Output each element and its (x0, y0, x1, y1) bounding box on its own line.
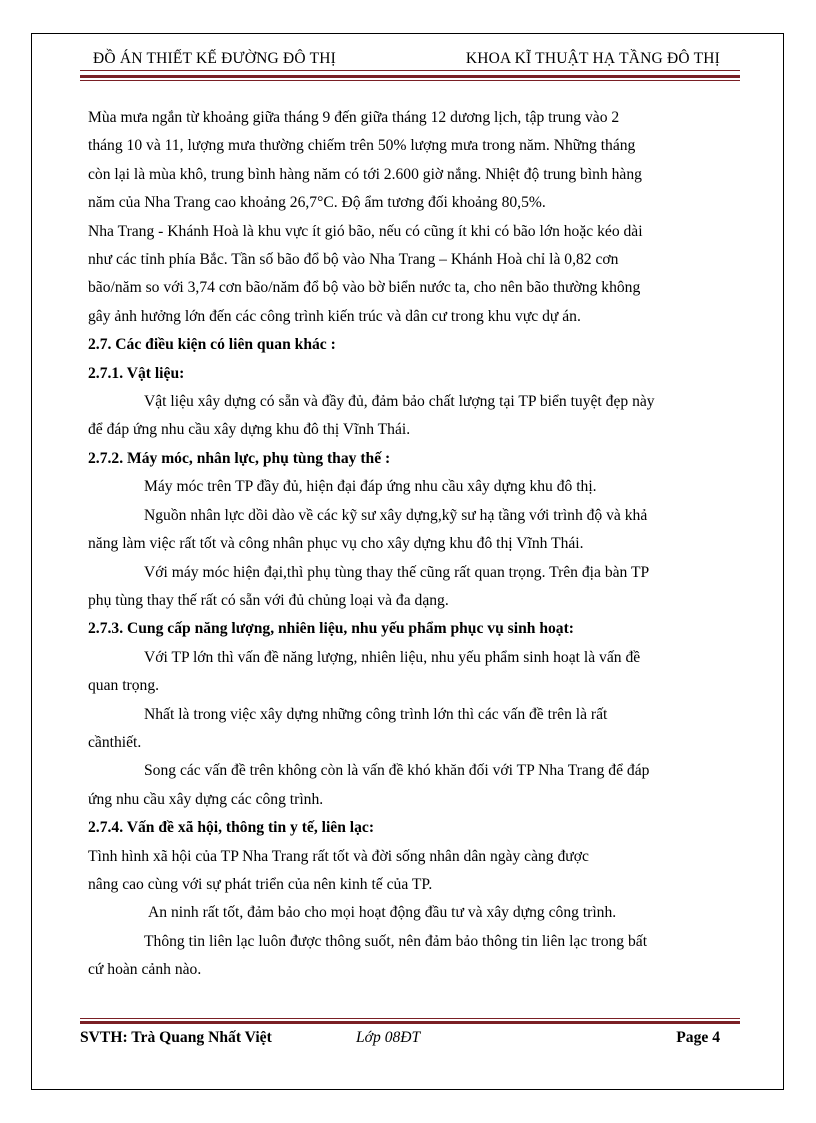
body-line: như các tỉnh phía Bắc. Tần số bão đổ bộ vào Nha Trang – Khánh Hoà chỉ là 0,82 cơn (88, 251, 619, 269)
header-rule (80, 75, 740, 81)
document-body (88, 104, 728, 985)
footer-rule (80, 1018, 740, 1024)
body-line: Song các vấn đề trên không còn là vấn đề khó khăn đối với TP Nha Trang để đáp (144, 762, 650, 780)
header-left-title: ĐỒ ÁN THIẾT KẾ ĐƯỜNG ĐÔ THỊ (93, 50, 337, 67)
body-line: nâng cao cùng với sự phát triển của nên kinh tế của TP. (88, 875, 433, 893)
page-header (80, 50, 720, 72)
body-line: Thông tin liên lạc luôn được thông suốt, nên đảm bảo thông tin liên lạc trong bất (144, 932, 648, 950)
body-line: ứng nhu cầu xây dựng các công trình. (88, 790, 324, 808)
body-line: gây ảnh hưởng lớn đến các công trình kiến trúc và dân cư trong khu vực dự án. (88, 307, 581, 325)
subsection-heading: 2.7.3. Cung cấp năng lượng, nhiên liệu, nhu yếu phẩm phục vụ sinh hoạt: (88, 620, 574, 638)
page-footer (80, 1029, 720, 1051)
body-line: năm của Nha Trang cao khoảng 26,7°C. Độ ẩm tương đối khoảng 80,5%. (88, 194, 546, 212)
body-line: An ninh rất tốt, đảm bảo cho mọi hoạt động đầu tư và xây dựng công trình. (148, 904, 617, 922)
body-line: phụ tùng thay thế rất có sẵn với đủ chủng loại và đa dạng. (88, 591, 449, 609)
body-line: bão/năm so với 3,74 cơn bão/năm đổ bộ vào bờ biển nước ta, cho nên bão thường không (88, 279, 641, 297)
page-number: Page 4 (676, 1029, 720, 1046)
body-line: Tình hình xã hội của TP Nha Trang rất tốt và đời sống nhân dân ngày càng được (88, 847, 589, 865)
body-line: Với máy móc hiện đại,thì phụ tùng thay thế cũng rất quan trọng. Trên địa bàn TP (144, 563, 650, 581)
body-line: cầnthiết. (88, 733, 142, 751)
footer-student: SVTH: Trà Quang Nhất Việt (80, 1029, 272, 1046)
body-line: cứ hoàn cảnh nào. (88, 961, 202, 979)
body-line: Nguồn nhân lực dồi dào về các kỹ sư xây dựng,kỹ sư hạ tầng với trình độ và khả (144, 506, 648, 524)
subsection-heading: 2.7.4. Vấn đề xã hội, thông tin y tế, liên lạc: (88, 819, 375, 837)
body-line: Mùa mưa ngắn từ khoảng giữa tháng 9 đến giữa tháng 12 dương lịch, tập trung vào 2 (88, 109, 620, 126)
subsection-heading: 2.7.1. Vật liệu: (88, 364, 185, 382)
body-line: năng làm việc rất tốt và công nhân phục vụ cho xây dựng khu đô thị Vĩnh Thái. (88, 535, 584, 553)
body-line: quan trọng. (88, 677, 160, 695)
body-line: Nha Trang - Khánh Hoà là khu vực ít gió bão, nếu có cũng ít khi có bão lớn hoặc kéo dài (88, 222, 643, 240)
body-line: tháng 10 và 11, lượng mưa thường chiếm trên 50% lượng mưa trong năm. Những tháng (88, 137, 636, 155)
subsection-heading: 2.7.2. Máy móc, nhân lực, phụ tùng thay thế : (88, 449, 391, 467)
header-rule-thin (80, 70, 740, 71)
body-line: Nhất là trong việc xây dựng những công trình lớn thì các vấn đề trên là rất (144, 705, 608, 723)
header-right-title: KHOA KĨ THUẬT HẠ TẦNG ĐÔ THỊ (465, 50, 720, 67)
body-line: Máy móc trên TP đầy đủ, hiện đại đáp ứng nhu cầu xây dựng khu đô thị. (144, 478, 597, 496)
body-line: còn lại là mùa khô, trung bình hàng năm có tới 2.600 giờ nắng. Nhiệt độ trung bình hàng (88, 165, 642, 183)
footer-class: Lớp 08ĐT (356, 1029, 421, 1046)
section-heading: 2.7. Các điều kiện có liên quan khác : (88, 336, 336, 354)
body-line: Vật liệu xây dựng có sẵn và đầy đủ, đảm bảo chất lượng tại TP biển tuyệt đẹp này (144, 393, 655, 411)
body-line: Với TP lớn thì vấn đề năng lượng, nhiên liệu, nhu yếu phẩm sinh hoạt là vấn đề (144, 648, 641, 666)
body-line: để đáp ứng nhu cầu xây dựng khu đô thị Vĩnh Thái. (88, 421, 411, 439)
